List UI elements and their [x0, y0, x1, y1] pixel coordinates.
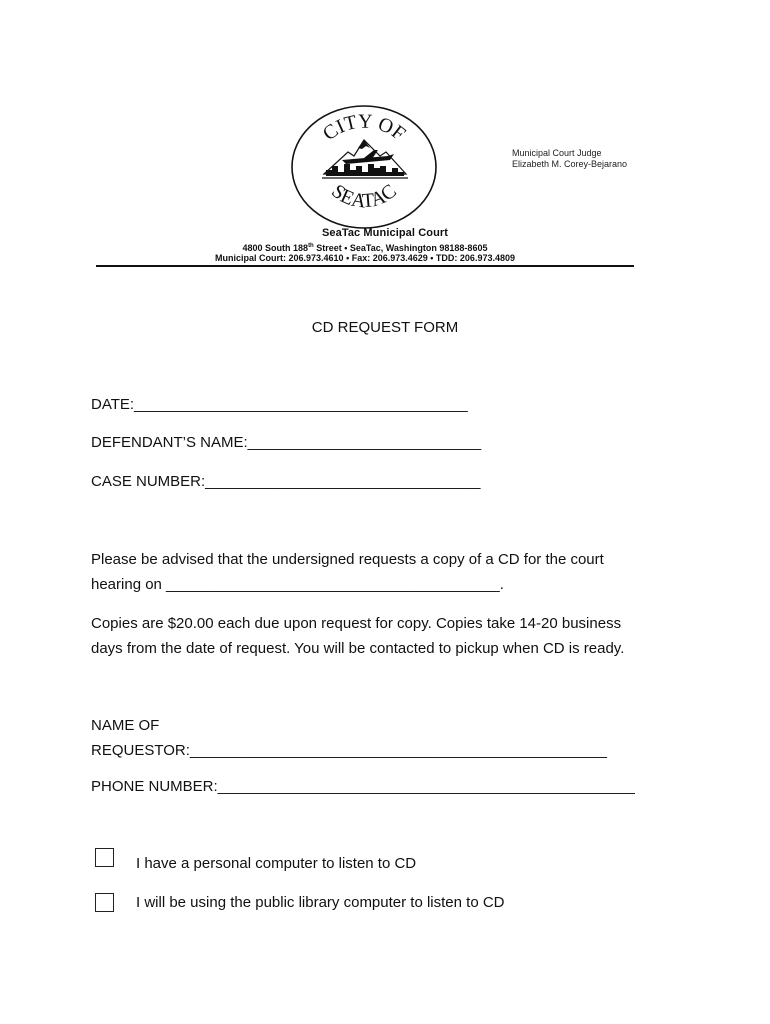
header-divider — [96, 265, 634, 267]
copies-line-2: days from the date of request. You will be contacted to pickup when CD is ready. — [91, 640, 625, 657]
court-contact-line: Municipal Court: 206.973.4610 • Fax: 206.973.4629 • TDD: 206.973.4809 — [215, 253, 515, 263]
address-suffix: Street • SeaTac, Washington 98188-8605 — [313, 243, 488, 253]
library-computer-label: I will be using the public library computer to listen to CD — [136, 894, 505, 911]
requestor-name-field[interactable]: REQUESTOR:__________________________________________________ — [91, 742, 608, 759]
svg-text:SEATAC — [327, 180, 401, 213]
library-computer-checkbox[interactable] — [95, 893, 114, 912]
court-name: SeaTac Municipal Court — [321, 227, 449, 239]
advised-paragraph — [91, 547, 711, 597]
form-title: CD REQUEST FORM — [311, 319, 459, 336]
judge-info — [512, 148, 627, 170]
requestor-block — [91, 713, 711, 763]
date-field[interactable]: DATE:________________________________________ — [91, 396, 468, 413]
judge-title: Municipal Court Judge — [512, 148, 602, 158]
seal-bottom-text: SEATAC — [327, 180, 401, 213]
city-seal-logo — [290, 104, 438, 230]
advised-line-1: Please be advised that the undersigned requests a copy of a CD for the court — [91, 551, 604, 568]
copies-line-1: Copies are $20.00 each due upon request for copy. Copies take 14-20 business — [91, 615, 622, 632]
requestor-label: NAME OF — [91, 717, 160, 734]
case-number-field[interactable]: CASE NUMBER:_________________________________ — [91, 473, 481, 490]
hearing-date-field[interactable]: hearing on ________________________________________. — [91, 576, 504, 593]
address-prefix: 4800 South 188 — [242, 243, 309, 253]
address-superscript: th — [308, 243, 314, 249]
personal-computer-checkbox[interactable] — [95, 848, 114, 867]
defendant-name-field[interactable]: DEFENDANT’S NAME:____________________________ — [91, 434, 482, 451]
seal-top-text: CITY OF — [318, 110, 410, 146]
personal-computer-label: I have a personal computer to listen to CD — [136, 855, 417, 872]
judge-name: Elizabeth M. Corey-Bejarano — [512, 159, 628, 169]
copies-paragraph — [91, 611, 711, 661]
phone-number-field[interactable]: PHONE NUMBER:__________________________________________________ — [91, 778, 635, 795]
